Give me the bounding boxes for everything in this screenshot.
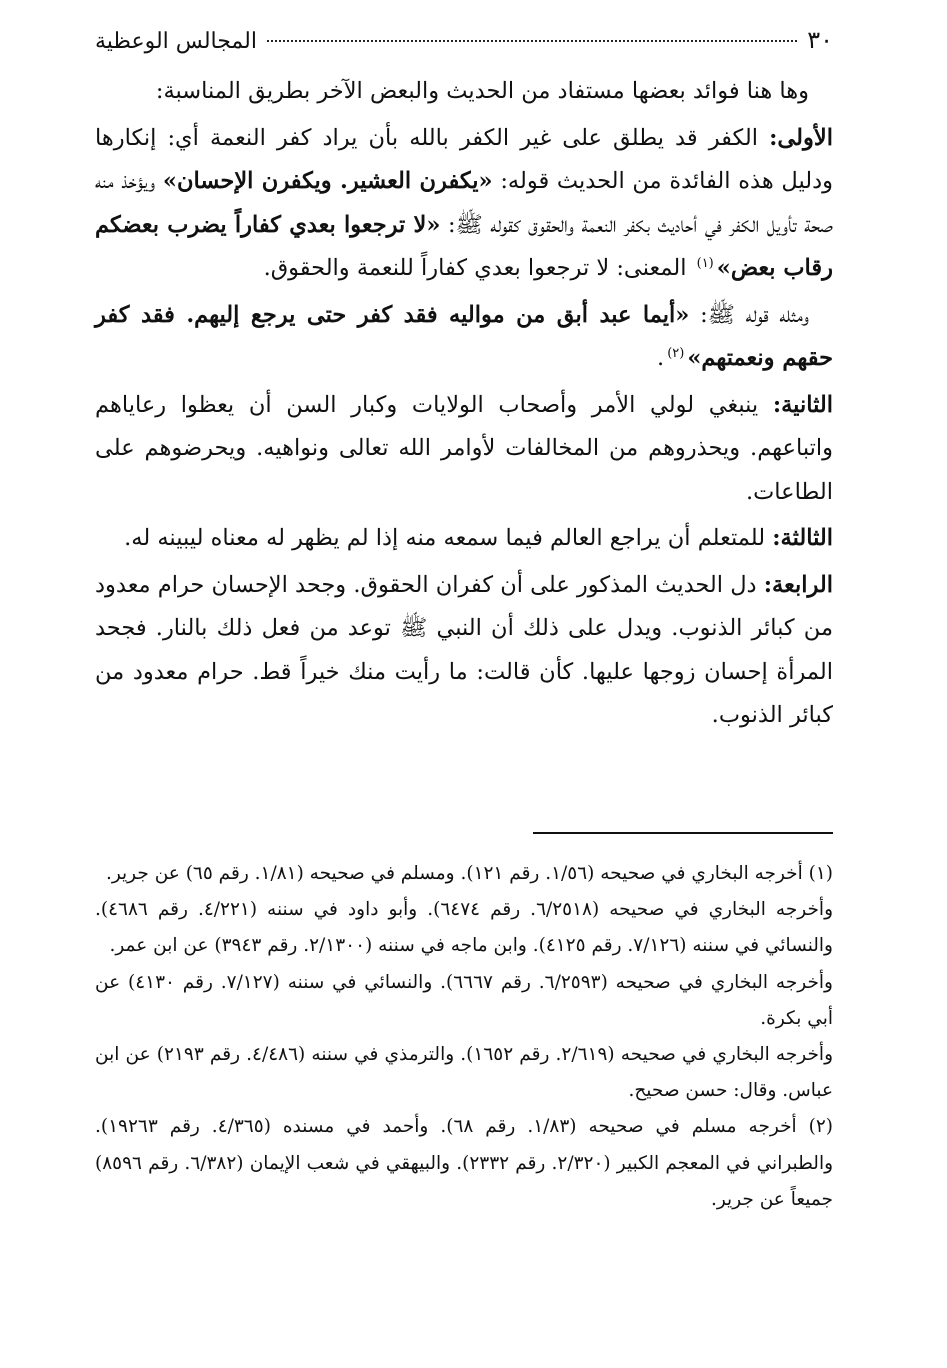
- second-benefit-label: الثانية:: [772, 391, 833, 418]
- fourth-benefit-text: دل الحديث المذكور على أن كفران الحقوق. وجحد الإحسان حرام معدود من كبائر الذنوب. ويدل على ذلك أن النبي ﷺ توعد من فعل ذلك بالنار. فجحد المرأة إحسان زوجها عليها. كأن قالت: ما رأيت منك خيراً قط. حرام معدود من كبائر الذنوب.: [95, 571, 833, 728]
- footnote-separator: [533, 832, 833, 834]
- footnote-ref-2[interactable]: (٢): [667, 345, 685, 361]
- footnote-1: (١) أخرجه البخاري في صحيحه (١/٥٦. رقم ١٢١). ومسلم في صحيحه (١/٨١. رقم ٦٥) عن جرير.: [105, 863, 833, 884]
- paragraph-similar-hadith: [95, 294, 833, 381]
- first-benefit-text-c: المعنى: لا ترجعوا بعدي كفاراً للنعمة والحقوق.: [263, 255, 694, 281]
- footnote-2: (٢) أخرجه مسلم في صحيحه (١/٨٣. رقم ٦٨). وأحمد في مسنده (٤/٣٦٥. رقم ١٩٢٦٣). والطبراني في المعجم الكبير (٢/٣٢٠. رقم ٢٣٣٢). والبيهقي في شعب الإيمان (٦/٣٨٢. رقم ٨٥٩٦) جميعاً عن جرير.: [95, 1116, 834, 1210]
- book-page: [95, 26, 833, 1346]
- footnote-1-continued-a: وأخرجه البخاري في صحيحه (٦/٢٥١٨. رقم ٦٤٧٤). وأبو داود في سننه (٤/٢٢١. رقم ٤٦٨٦). والنسائي في سننه (٧/١٢٦. رقم ٤١٢٥). وابن ماجه في سننه (٢/١٣٠٠. رقم ٣٩٤٣) عن ابن عمر.: [95, 899, 834, 957]
- second-benefit-text: ينبغي لولي الأمر وأصحاب الولايات وكبار السن أن يعظوا رعاياهم واتباعهم. ويحذروهم من المخالفات لأوامر الله تعالى ونواهيه. ويحرضوهم على الطاعات.: [95, 391, 833, 505]
- paragraph-first-benefit: [95, 117, 833, 291]
- footnote-1-continued-c: وأخرجه البخاري في صحيحه (٢/٦١٩. رقم ١٦٥٢). والترمذي في سننه (٤/٤٨٦. رقم ٢١٩٣) عن ابن عباس. وقال: حسن صحيح.: [95, 1044, 833, 1102]
- hadith-quote-a: «يكفرن العشير. ويكفرن الإحسان»: [162, 168, 493, 194]
- hadith-quote-b: «لا ترجعوا بعدي كفاراً يضرب بعضكم رقاب بعض»: [95, 211, 833, 281]
- first-benefit-label: الأولى:: [769, 124, 833, 151]
- page-header: [95, 26, 833, 70]
- paragraph-second-benefit: [95, 384, 833, 515]
- first-benefit-text-a: الكفر قد يطلق على غير الكفر بالله بأن يراد كفر النعمة أي: إنكارها ودليل هذه الفائدة من الحديث قوله:: [95, 124, 833, 194]
- paragraph-fourth-benefit: [95, 564, 833, 738]
- running-title: المجالس الوعظية: [95, 29, 257, 54]
- footnote-ref-1[interactable]: (١): [696, 255, 714, 271]
- paragraph-third-benefit: [95, 517, 833, 561]
- page-number: ٣٠: [807, 26, 833, 54]
- fourth-benefit-label: الرابعة:: [763, 571, 833, 598]
- header-dotted-leader: [267, 40, 797, 42]
- similar-hadith-text-b: .: [657, 345, 665, 371]
- first-benefit-text-b: ويؤخذ منه صحة تأويل الكفر في أحاديث بكفر النعمة والحقوق كقوله ﷺ:: [95, 168, 833, 238]
- similar-hadith-text-a: ومثله قوله ﷺ:: [689, 301, 809, 328]
- footnote-1-continued-b: وأخرجه البخاري في صحيحه (٦/٢٥٩٣. رقم ٦٦٦٧). والنسائي في سننه (٧/١٢٧. رقم ٤١٣٠) عن أبي بكرة.: [95, 971, 833, 1029]
- intro-paragraph: وها هنا فوائد بعضها مستفاد من الحديث والبعض الآخر بطريق المناسبة:: [155, 78, 809, 104]
- footnotes: [95, 856, 833, 1218]
- third-benefit-text: للمتعلم أن يراجع العالم فيما سمعه منه إذا لم يظهر له معناه ليبينه له.: [124, 525, 773, 551]
- main-text: [95, 70, 833, 738]
- hadith-quote-c: «أيما عبد أبق من مواليه فقد كفر حتى يرجع إليهم. فقد كفر حقهم ونعمتهم»: [95, 301, 833, 371]
- third-benefit-label: الثالثة:: [772, 525, 833, 551]
